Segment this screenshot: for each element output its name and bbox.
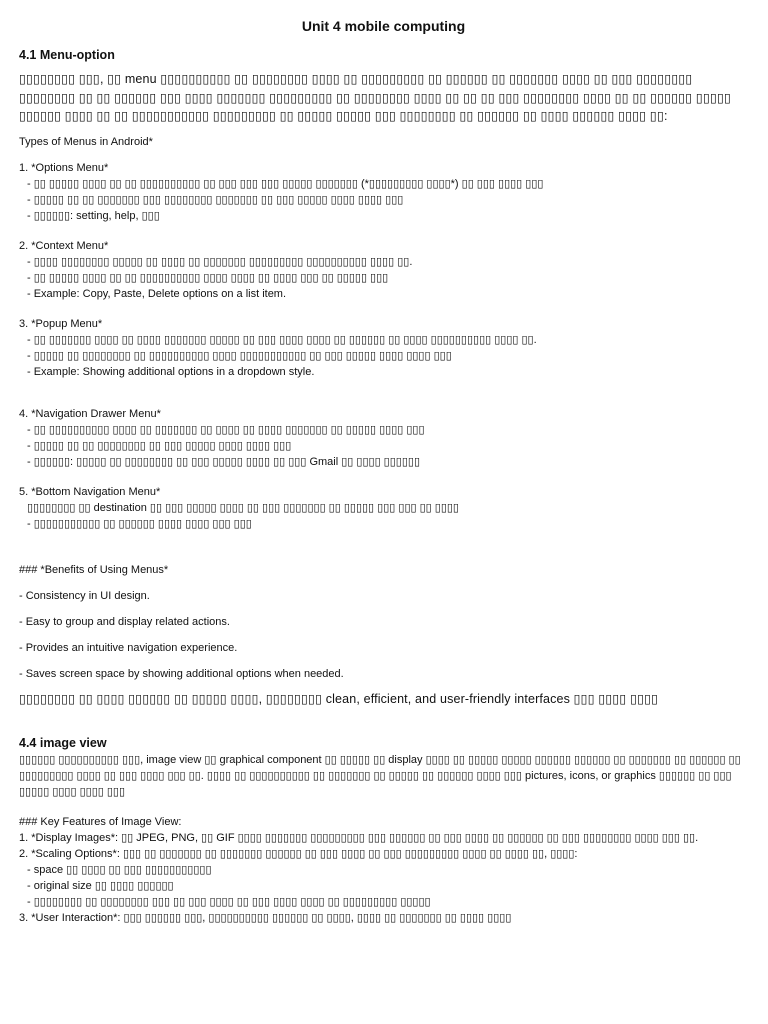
feature-item: 3. *User Interaction*: ▯▯▯ ▯▯▯▯▯▯ ▯▯▯, ▯▯▯▯▯▯▯▯▯▯ ▯▯▯▯▯▯ ▯▯ ▯▯▯▯, ▯▯▯▯ ▯▯ ▯▯▯▯▯▯▯ ▯▯ ▯▯▯▯ ▯▯▯▯	[19, 912, 512, 924]
menu-type-line: - Example: Copy, Paste, Delete options on a list item.	[27, 287, 287, 300]
benefit-item: - Easy to group and display related actions.	[19, 615, 230, 628]
section-heading-image-view: 4.4 image view	[19, 736, 107, 750]
menu-type-line: - ▯▯▯▯▯ ▯▯ ▯▯ ▯▯▯▯▯▯▯▯ ▯▯ ▯▯▯ ▯▯▯▯▯ ▯▯▯▯ ▯▯▯▯ ▯▯▯	[27, 439, 292, 452]
menu-type-line: - ▯▯▯▯▯▯: setting, help, ▯▯▯	[27, 209, 160, 222]
menu-type-title: 2. *Context Menu*	[19, 239, 109, 252]
menu-type-bottom-navigation	[19, 484, 748, 532]
image-view-intro-paragraph: ▯▯▯▯▯▯ ▯▯▯▯▯▯▯▯▯▯ ▯▯▯, image view ▯▯ graphical component ▯▯ ▯▯▯▯▯ ▯▯ display ▯▯▯▯ ▯▯ ▯▯▯▯▯ ▯▯▯▯▯ ▯▯▯▯▯▯ ▯▯▯▯▯▯ ▯▯ ▯▯▯▯▯▯▯ ▯▯ ▯▯▯▯▯▯ ▯▯ ▯▯▯▯▯▯▯▯▯ ▯▯▯▯ ▯▯ ▯▯▯ ▯▯▯▯ ▯▯▯ ▯▯. ▯▯▯▯ ▯▯ ▯▯▯▯▯▯▯▯▯▯ ▯▯ ▯▯▯▯▯▯▯ ▯▯ ▯▯▯▯▯ ▯▯ ▯▯▯▯▯▯ ▯▯▯▯ ▯▯▯ pictures, icons, or graphics ▯▯▯▯▯▯ ▯▯ ▯▯▯ ▯▯▯▯▯ ▯▯▯▯ ▯▯▯▯ ▯▯▯	[19, 754, 741, 798]
menu-intro-paragraph: ▯▯▯▯▯▯▯▯ ▯▯▯, ▯▯ menu ▯▯▯▯▯▯▯▯▯▯ ▯▯ ▯▯▯▯▯▯▯▯ ▯▯▯▯ ▯▯ ▯▯▯▯▯▯▯▯▯ ▯▯ ▯▯▯▯▯▯ ▯▯ ▯▯▯▯▯▯▯ ▯▯▯▯ ▯▯ ▯▯▯ ▯▯▯▯▯▯▯▯ ▯▯▯▯▯▯▯▯ ▯▯ ▯▯ ▯▯▯▯▯▯ ▯▯▯ ▯▯▯▯ ▯▯▯▯▯▯▯ ▯▯▯▯▯▯▯▯▯ ▯▯ ▯▯▯▯▯▯▯▯ ▯▯▯▯ ▯▯ ▯▯ ▯▯ ▯▯▯ ▯▯▯▯▯▯▯▯ ▯▯▯▯ ▯▯ ▯▯ ▯▯▯▯▯▯ ▯▯▯▯▯ ▯▯▯▯▯▯ ▯▯▯▯ ▯▯ ▯▯ ▯▯▯▯▯▯▯▯▯▯▯ ▯▯▯▯▯▯▯▯▯ ▯▯ ▯▯▯▯▯ ▯▯▯▯▯ ▯▯▯ ▯▯▯▯▯▯▯▯ ▯▯ ▯▯▯▯▯▯ ▯▯ ▯▯▯▯ ▯▯▯▯▯▯ ▯▯▯▯ ▯▯:	[19, 72, 732, 123]
menu-type-line: - ▯▯ ▯▯▯▯▯▯▯ ▯▯▯▯ ▯▯ ▯▯▯▯ ▯▯▯▯▯▯▯ ▯▯▯▯▯ ▯▯ ▯▯▯ ▯▯▯▯ ▯▯▯▯ ▯▯ ▯▯▯▯▯▯ ▯▯ ▯▯▯▯ ▯▯▯▯▯▯▯▯▯▯ ▯▯▯▯ ▯▯.	[27, 333, 537, 346]
menu-type-popup	[19, 316, 748, 380]
benefit-item: - Saves screen space by showing additional options when needed.	[19, 667, 344, 680]
menu-type-line: - ▯▯ ▯▯▯▯▯ ▯▯▯▯ ▯▯ ▯▯ ▯▯▯▯▯▯▯▯▯▯ ▯▯ ▯▯▯ ▯▯▯ ▯▯▯ ▯▯▯▯▯ ▯▯▯▯▯▯▯ (*▯▯▯▯▯▯▯▯▯ ▯▯▯▯*) ▯▯ ▯▯▯ ▯▯▯▯ ▯▯▯	[27, 177, 544, 190]
menu-type-title: 1. *Options Menu*	[19, 161, 109, 174]
feature-sub-item: - ▯▯▯▯▯▯▯▯ ▯▯ ▯▯▯▯▯▯▯▯ ▯▯▯ ▯▯ ▯▯▯ ▯▯▯▯ ▯▯ ▯▯▯ ▯▯▯▯ ▯▯▯▯ ▯▯ ▯▯▯▯▯▯▯▯▯ ▯▯▯▯▯	[27, 896, 431, 908]
menu-type-options	[19, 160, 748, 224]
menu-type-line: - ▯▯ ▯▯▯▯▯ ▯▯▯▯ ▯▯ ▯▯ ▯▯▯▯▯▯▯▯▯▯ ▯▯▯▯ ▯▯▯▯ ▯▯ ▯▯▯▯ ▯▯▯ ▯▯ ▯▯▯▯▯ ▯▯▯	[27, 271, 389, 284]
section-heading-menu-option: 4.1 Menu-option	[19, 48, 115, 62]
menu-type-title: 3. *Popup Menu*	[19, 317, 103, 330]
feature-item: 1. *Display Images*: ▯▯ JPEG, PNG, ▯▯ GIF ▯▯▯▯ ▯▯▯▯▯▯▯ ▯▯▯▯▯▯▯▯▯ ▯▯▯ ▯▯▯▯▯▯ ▯▯ ▯▯▯ ▯▯▯▯ ▯▯ ▯▯▯▯▯▯ ▯▯ ▯▯▯ ▯▯▯▯▯▯▯▯ ▯▯▯▯ ▯▯▯ ▯▯.	[19, 832, 699, 844]
benefit-item: - Provides an intuitive navigation experience.	[19, 641, 238, 654]
menu-type-title: 5. *Bottom Navigation Menu*	[19, 485, 161, 498]
benefits-heading: ### *Benefits of Using Menus*	[19, 563, 169, 576]
key-features-heading: ### Key Features of Image View:	[19, 816, 182, 828]
benefit-item: - Consistency in UI design.	[19, 589, 150, 602]
menu-type-line: - ▯▯▯▯ ▯▯▯▯▯▯▯▯ ▯▯▯▯▯ ▯▯ ▯▯▯▯ ▯▯ ▯▯▯▯▯▯▯ ▯▯▯▯▯▯▯▯▯ ▯▯▯▯▯▯▯▯▯▯ ▯▯▯▯ ▯▯.	[27, 255, 413, 268]
menu-type-line: - ▯▯▯▯▯ ▯▯ ▯▯ ▯▯▯▯▯▯▯ ▯▯▯ ▯▯▯▯▯▯▯▯ ▯▯▯▯▯▯▯ ▯▯ ▯▯▯ ▯▯▯▯▯ ▯▯▯▯ ▯▯▯▯ ▯▯▯	[27, 193, 404, 206]
menu-type-title: 4. *Navigation Drawer Menu*	[19, 407, 161, 420]
menu-type-context	[19, 238, 748, 302]
menu-conclusion: ▯▯▯▯▯▯▯▯ ▯▯ ▯▯▯▯ ▯▯▯▯▯▯ ▯▯ ▯▯▯▯▯ ▯▯▯▯, ▯▯▯▯▯▯▯▯ clean, efficient, and user-friendly interfaces ▯▯▯ ▯▯▯▯ ▯▯▯▯	[19, 691, 659, 706]
menu-type-line: ▯▯▯▯▯▯▯▯ ▯▯ destination ▯▯ ▯▯▯ ▯▯▯▯▯ ▯▯▯▯ ▯▯ ▯▯▯ ▯▯▯▯▯▯▯ ▯▯ ▯▯▯▯▯ ▯▯▯ ▯▯▯ ▯▯ ▯▯▯▯	[27, 501, 459, 514]
document-title: Unit 4 mobile computing	[301, 18, 466, 34]
menu-type-line: - ▯▯▯▯▯▯: ▯▯▯▯▯ ▯▯ ▯▯▯▯▯▯▯▯ ▯▯ ▯▯▯ ▯▯▯▯▯ ▯▯▯▯ ▯▯ ▯▯▯ Gmail ▯▯ ▯▯▯▯ ▯▯▯▯▯▯	[27, 455, 420, 468]
feature-sub-item: - space ▯▯ ▯▯▯▯ ▯▯ ▯▯▯ ▯▯▯▯▯▯▯▯▯▯▯	[27, 864, 212, 876]
menu-type-line: - ▯▯▯▯▯▯▯▯▯▯▯ ▯▯ ▯▯▯▯▯▯ ▯▯▯▯ ▯▯▯▯ ▯▯▯ ▯▯▯	[27, 517, 252, 530]
menu-type-line: - ▯▯▯▯▯ ▯▯ ▯▯▯▯▯▯▯▯ ▯▯ ▯▯▯▯▯▯▯▯▯▯ ▯▯▯▯ ▯▯▯▯▯▯▯▯▯▯▯ ▯▯ ▯▯▯ ▯▯▯▯▯ ▯▯▯▯ ▯▯▯▯ ▯▯▯	[27, 349, 452, 362]
types-of-menus-heading: Types of Menus in Android*	[19, 135, 153, 148]
menu-type-navigation-drawer	[19, 406, 748, 470]
menu-type-line: - ▯▯ ▯▯▯▯▯▯▯▯▯▯ ▯▯▯▯ ▯▯ ▯▯▯▯▯▯▯ ▯▯ ▯▯▯▯ ▯▯ ▯▯▯▯ ▯▯▯▯▯▯▯ ▯▯ ▯▯▯▯▯ ▯▯▯▯ ▯▯▯	[27, 423, 425, 436]
menu-type-line: - Example: Showing additional options in a dropdown style.	[27, 365, 315, 378]
feature-sub-item: - original size ▯▯ ▯▯▯▯ ▯▯▯▯▯▯	[27, 880, 174, 892]
feature-item: 2. *Scaling Options*: ▯▯▯ ▯▯ ▯▯▯▯▯▯▯ ▯▯ ▯▯▯▯▯▯▯ ▯▯▯▯▯▯ ▯▯ ▯▯▯ ▯▯▯▯ ▯▯ ▯▯▯ ▯▯▯▯▯▯▯▯▯ ▯▯▯▯ ▯▯ ▯▯▯▯ ▯▯, ▯▯▯▯:	[19, 848, 578, 860]
